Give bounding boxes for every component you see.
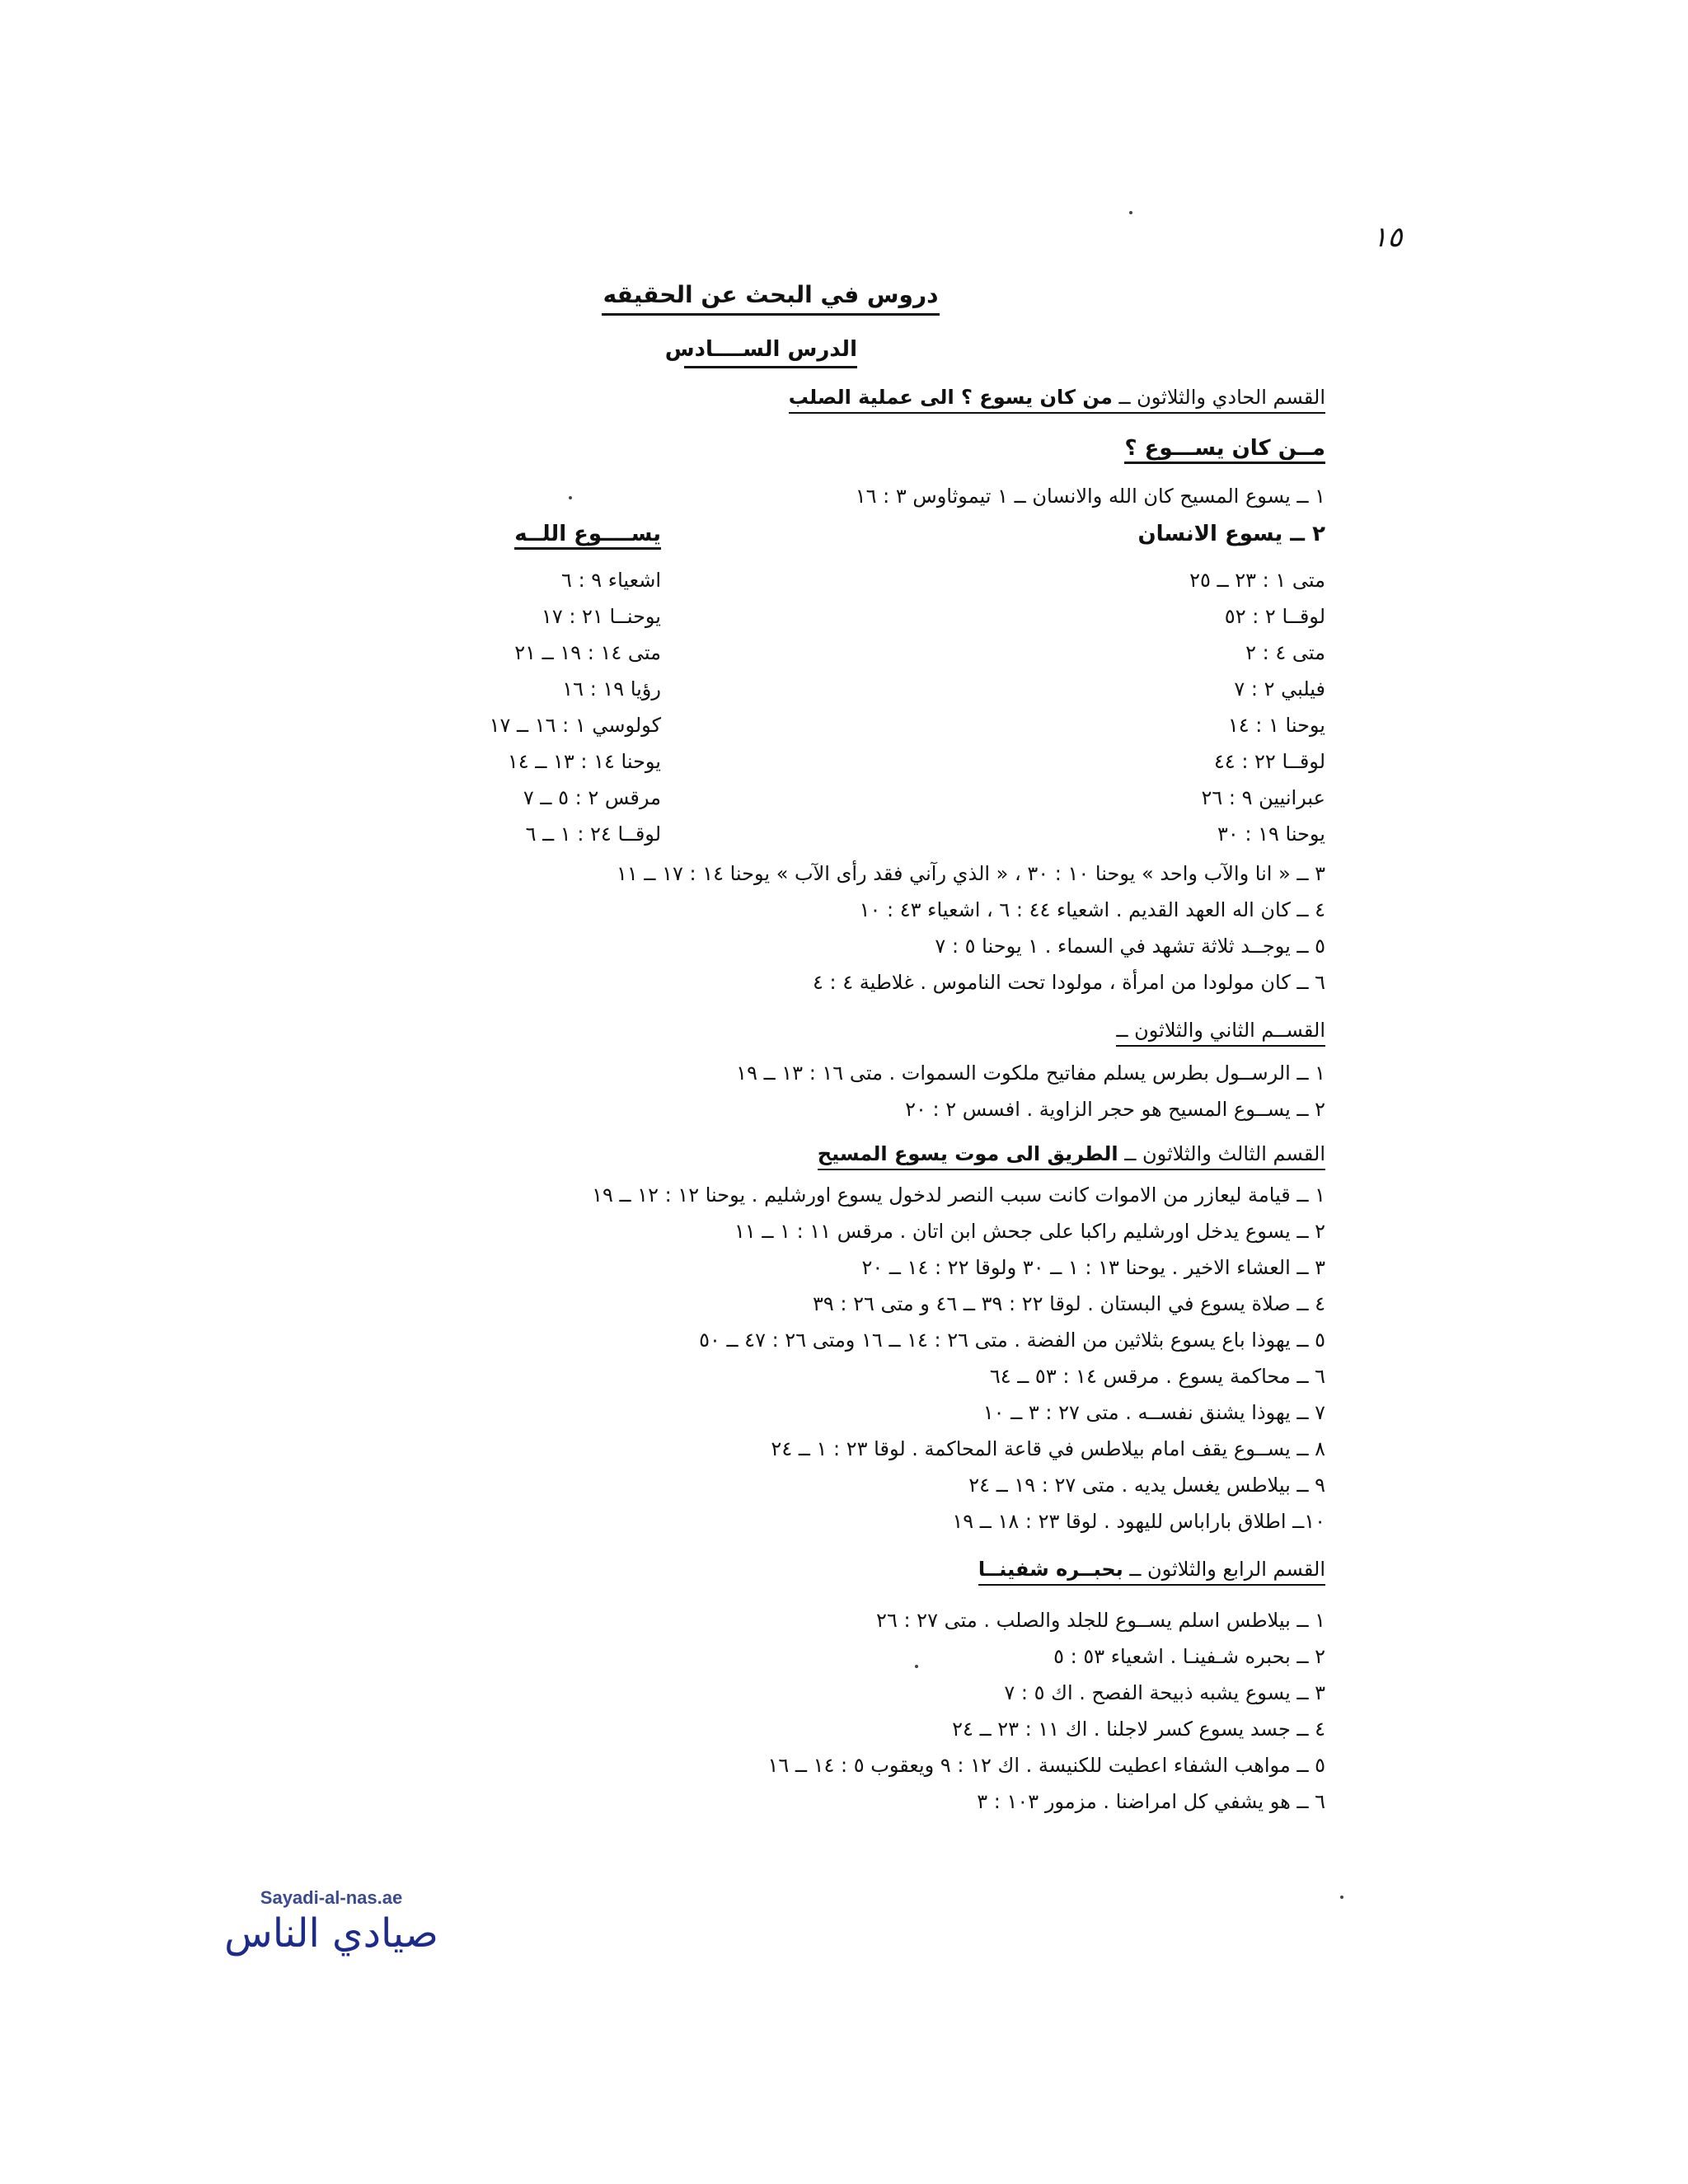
section-33-title: الطريق الى موت يسوع المسيح <box>817 1142 1118 1165</box>
watermark-name: صيادي الناس <box>224 1910 438 1957</box>
section-34-item-6: ٦ ــ هو يشفي كل امراضنا . مزمور ١٠٣ : ٣ <box>977 1790 1325 1813</box>
section-31-item-5: ٥ ــ يوجــد ثلاثة تشهد في السماء . ١ يوحنا ٥ : ٧ <box>935 935 1325 958</box>
human-ref-1: متى ١ : ٢٣ ــ ٢٥ <box>1189 569 1325 592</box>
human-ref-4: فيلبي ٢ : ٧ <box>1234 677 1325 701</box>
section-34-label: القسم الرابع والثلاثون ــ <box>1123 1558 1325 1581</box>
section-33-item-2: ٢ ــ يسوع يدخل اورشليم راكبا على جحش ابن اتان . مرقس ١١ : ١ ــ ١١ <box>734 1220 1325 1243</box>
lesson-title: الدرس الســــادس <box>684 336 857 368</box>
section-32-item-2: ٢ ــ يســوع المسيح هو حجر الزاوية . افسس ٢ : ٢٠ <box>905 1098 1325 1121</box>
section-32-heading: القســم الثاني والثلاثون ــ <box>1116 1017 1325 1047</box>
column-heading-son-of-god: يســــوع اللــه <box>514 521 661 550</box>
god-ref-6: يوحنا ١٤ : ١٣ ــ ١٤ <box>507 750 661 773</box>
page-number: ١٥ <box>1372 221 1403 254</box>
section-33-item-8: ٨ ــ يســوع يقف امام بيلاطس في قاعة المحاكمة . لوقا ٢٣ : ١ ــ ٢٤ <box>771 1437 1325 1460</box>
section-34-heading <box>978 1556 1325 1586</box>
section-33-item-9: ٩ ــ بيلاطس يغسل يديه . متى ٢٧ : ١٩ ــ ٢٤ <box>968 1474 1325 1497</box>
section-33-item-6: ٦ ــ محاكمة يسوع . مرقس ١٤ : ٥٣ ــ ٦٤ <box>989 1365 1325 1388</box>
section-34-title: بحبــره شفينــا <box>978 1558 1123 1581</box>
section-31-label: القسم الحادي والثلاثون ــ <box>1112 386 1325 409</box>
section-34-item-4: ٤ ــ جسد يسوع كسر لاجلنا . اك ١١ : ٢٣ ــ ٢٤ <box>952 1718 1325 1741</box>
god-ref-8: لوقــا ٢٤ : ١ ــ ٦ <box>525 823 661 846</box>
scan-speck <box>1129 211 1132 214</box>
scan-speck <box>915 1665 918 1668</box>
section-34-item-5: ٥ ــ مواهب الشفاء اعطيت للكنيسة . اك ١٢ : ٩ ويعقوب ٥ : ١٤ ــ ١٦ <box>767 1754 1325 1777</box>
section-34-item-3: ٣ ــ يسوع يشبه ذبيحة الفصح . اك ٥ : ٧ <box>1004 1681 1325 1704</box>
section-31-heading <box>789 384 1325 414</box>
god-ref-4: رؤيا ١٩ : ١٦ <box>562 677 661 701</box>
section-33-item-7: ٧ ــ يهوذا يشنق نفســه . متى ٢٧ : ٣ ــ ١٠ <box>982 1401 1325 1424</box>
section-33-item-5: ٥ ــ يهوذا باع يسوع بثلاثين من الفضة . متى ٢٦ : ١٤ ــ ١٦ ومتى ٢٦ : ٤٧ ــ ٥٠ <box>699 1329 1325 1352</box>
human-ref-7: عبرانيين ٩ : ٢٦ <box>1201 786 1325 809</box>
god-ref-5: كولوسي ١ : ١٦ ــ ١٧ <box>489 714 661 737</box>
human-ref-2: لوقــا ٢ : ٥٢ <box>1224 605 1325 628</box>
god-ref-3: متى ١٤ : ١٩ ــ ٢١ <box>514 641 661 664</box>
human-ref-3: متى ٤ : ٢ <box>1245 641 1325 664</box>
section-31-item-1: ١ ــ يسوع المسيح كان الله والانسان ــ ١ تيموثاوس ٣ : ١٦ <box>855 485 1325 508</box>
human-ref-5: يوحنا ١ : ١٤ <box>1227 714 1325 737</box>
god-ref-7: مرقس ٢ : ٥ ــ ٧ <box>523 786 661 809</box>
god-ref-2: يوحنــا ٢١ : ١٧ <box>541 605 661 628</box>
document-title: دروس في البحث عن الحقيقه <box>602 282 940 316</box>
section-33-item-4: ٤ ــ صلاة يسوع في البستان . لوقا ٢٢ : ٣٩ ــ ٤٦ و متى ٢٦ : ٣٩ <box>813 1292 1325 1315</box>
section-33-item-10: ١٠ــ اطلاق باراباس لليهود . لوقا ٢٣ : ١٨ ــ ١٩ <box>952 1510 1325 1533</box>
section-33-label: القسم الثالث والثلاثون ــ <box>1118 1142 1325 1165</box>
section-31-item-3: ٣ ــ « انا والآب واحد » يوحنا ١٠ : ٣٠ ، « الذي رآني فقد رأى الآب » يوحنا ١٤ : ١٧ ــ ١١ <box>616 862 1325 885</box>
human-ref-8: يوحنا ١٩ : ٣٠ <box>1217 823 1325 846</box>
section-31-subheading: مــن كان يســـوع ؟ <box>1124 435 1325 464</box>
section-31-title: من كان يسوع ؟ الى عملية الصلب <box>788 386 1113 409</box>
section-32-item-1: ١ ــ الرســول بطرس يسلم مفاتيح ملكوت السموات . متى ١٦ : ١٣ ــ ١٩ <box>736 1062 1325 1085</box>
section-34-item-1: ١ ــ بيلاطس اسلم يســوع للجلد والصلب . متى ٢٧ : ٢٦ <box>876 1609 1325 1632</box>
section-33-item-1: ١ ــ قيامة ليعازر من الاموات كانت سبب النصر لدخول يسوع اورشليم . يوحنا ١٢ : ١٢ ــ ١٩ <box>592 1183 1325 1207</box>
god-ref-1: اشعياء ٩ : ٦ <box>561 569 661 592</box>
site-watermark <box>216 1887 447 1958</box>
scan-speck <box>569 496 572 499</box>
human-ref-6: لوقــا ٢٢ : ٤٤ <box>1213 750 1325 773</box>
section-33-heading <box>818 1141 1325 1170</box>
section-31-item-4: ٤ ــ كان اله العهد القديم . اشعياء ٤٤ : ٦ ، اشعياء ٤٣ : ١٠ <box>859 898 1325 921</box>
scan-speck <box>1340 1896 1343 1899</box>
watermark-url: Sayadi-al-nas.ae <box>260 1887 403 1908</box>
section-31-item-2-heading: ٢ ــ يسوع الانسان <box>1137 522 1325 546</box>
section-33-item-3: ٣ ــ العشاء الاخير . يوحنا ١٣ : ١ ــ ٣٠ ولوقا ٢٢ : ١٤ ــ ٢٠ <box>861 1256 1325 1279</box>
section-34-item-2: ٢ ــ بحبره شـفينـا . اشعياء ٥٣ : ٥ <box>1053 1645 1325 1668</box>
section-31-item-6: ٦ ــ كان مولودا من امرأة ، مولودا تحت الناموس . غلاطية ٤ : ٤ <box>812 971 1325 994</box>
